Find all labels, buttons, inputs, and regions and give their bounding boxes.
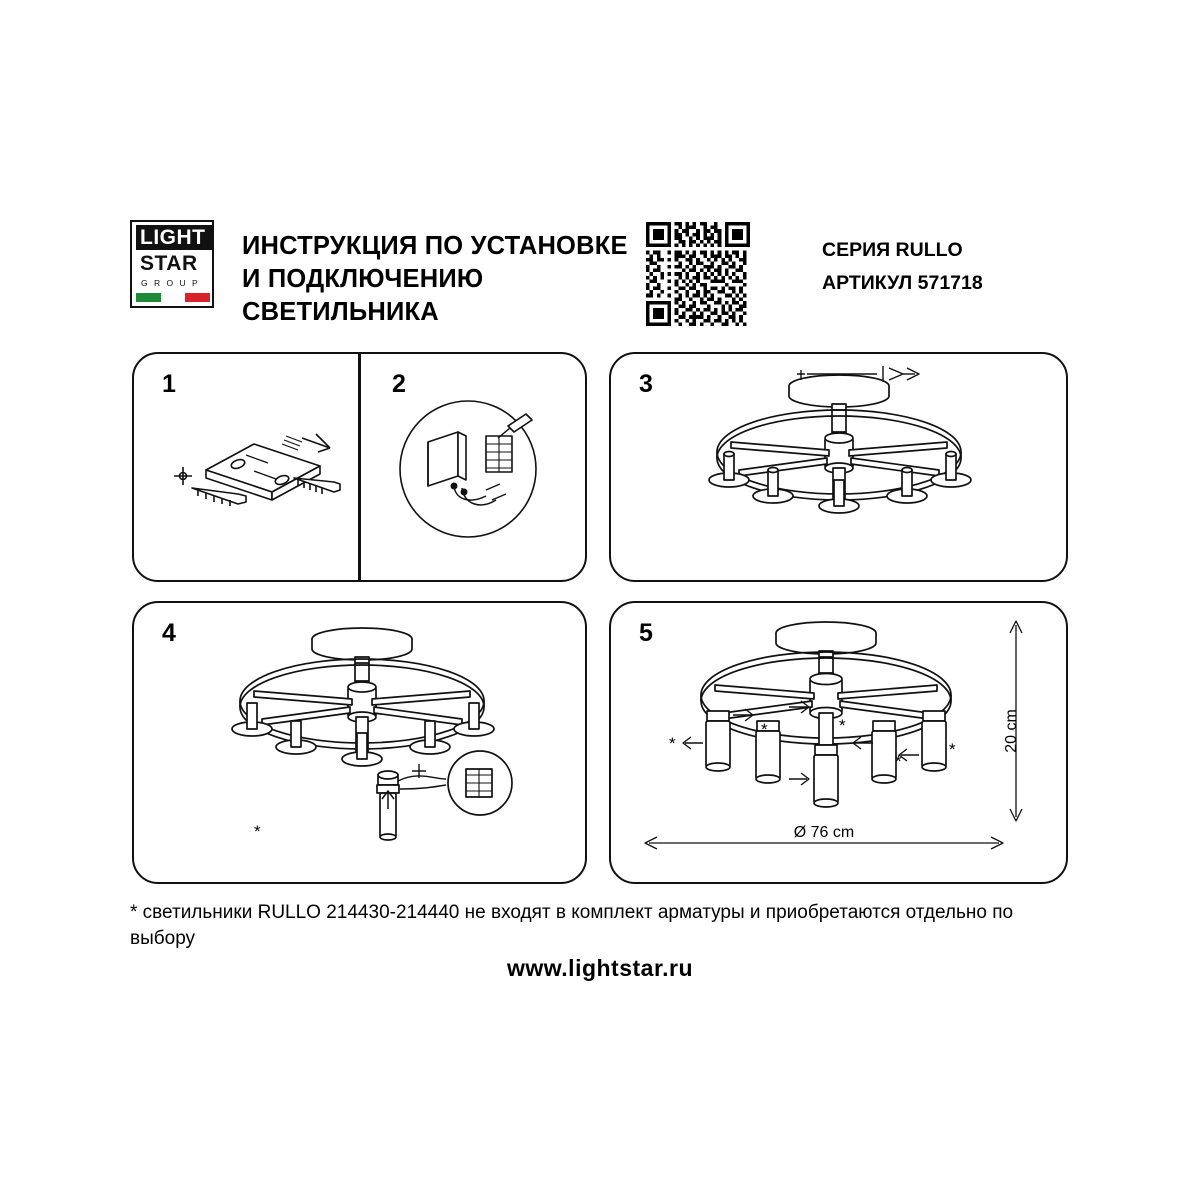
asterisk-mark: * xyxy=(254,822,261,841)
step-number-4: 4 xyxy=(162,619,176,647)
step-number-1: 1 xyxy=(162,370,176,398)
asterisk-mark-left: * xyxy=(669,734,676,753)
qr-code-icon xyxy=(646,222,750,326)
step-number-5: 5 xyxy=(639,619,653,647)
article-label: АРТИКУЛ 571718 xyxy=(822,272,983,294)
logo-group-text: G R O U P xyxy=(141,278,200,288)
lightstar-logo xyxy=(130,220,214,308)
step-number-3: 3 xyxy=(639,370,653,398)
page-title: ИНСТРУКЦИЯ ПО УСТАНОВКЕ И ПОДКЛЮЧЕНИЮ СВЕТИЛЬНИКА xyxy=(242,232,628,326)
height-dimension-label: 20 cm xyxy=(1003,709,1020,753)
logo-light-text: LIGHT xyxy=(136,225,212,250)
diameter-dimension-label: Ø 76 cm xyxy=(793,824,855,841)
step-panel-3 xyxy=(609,352,1068,582)
step-panel-5 xyxy=(609,601,1068,884)
asterisk-mark-left-inner: * xyxy=(761,720,768,739)
asterisk-mark-right: * xyxy=(949,740,956,759)
asterisk-mark-right-inner: * xyxy=(895,752,902,771)
step-5-illustration xyxy=(611,603,1070,886)
asterisk-mark-center: * xyxy=(839,716,846,735)
series-label: СЕРИЯ RULLO xyxy=(822,239,963,261)
product-meta xyxy=(822,234,1072,300)
step-3-illustration xyxy=(611,354,1070,584)
italy-flag-icon xyxy=(136,293,210,302)
website-url[interactable]: www.lightstar.ru xyxy=(506,955,694,981)
header xyxy=(130,212,1070,326)
step-number-2: 2 xyxy=(392,370,406,398)
footnote-text: * светильники RULLO 214430-214440 не входят в комплект арматуры и приобретаются отдельно по выбору xyxy=(130,902,1014,949)
step-4-illustration xyxy=(134,603,589,886)
step-panel-1-2 xyxy=(132,352,587,582)
logo-star-text: STAR xyxy=(140,252,198,275)
step-panel-4 xyxy=(132,601,587,884)
